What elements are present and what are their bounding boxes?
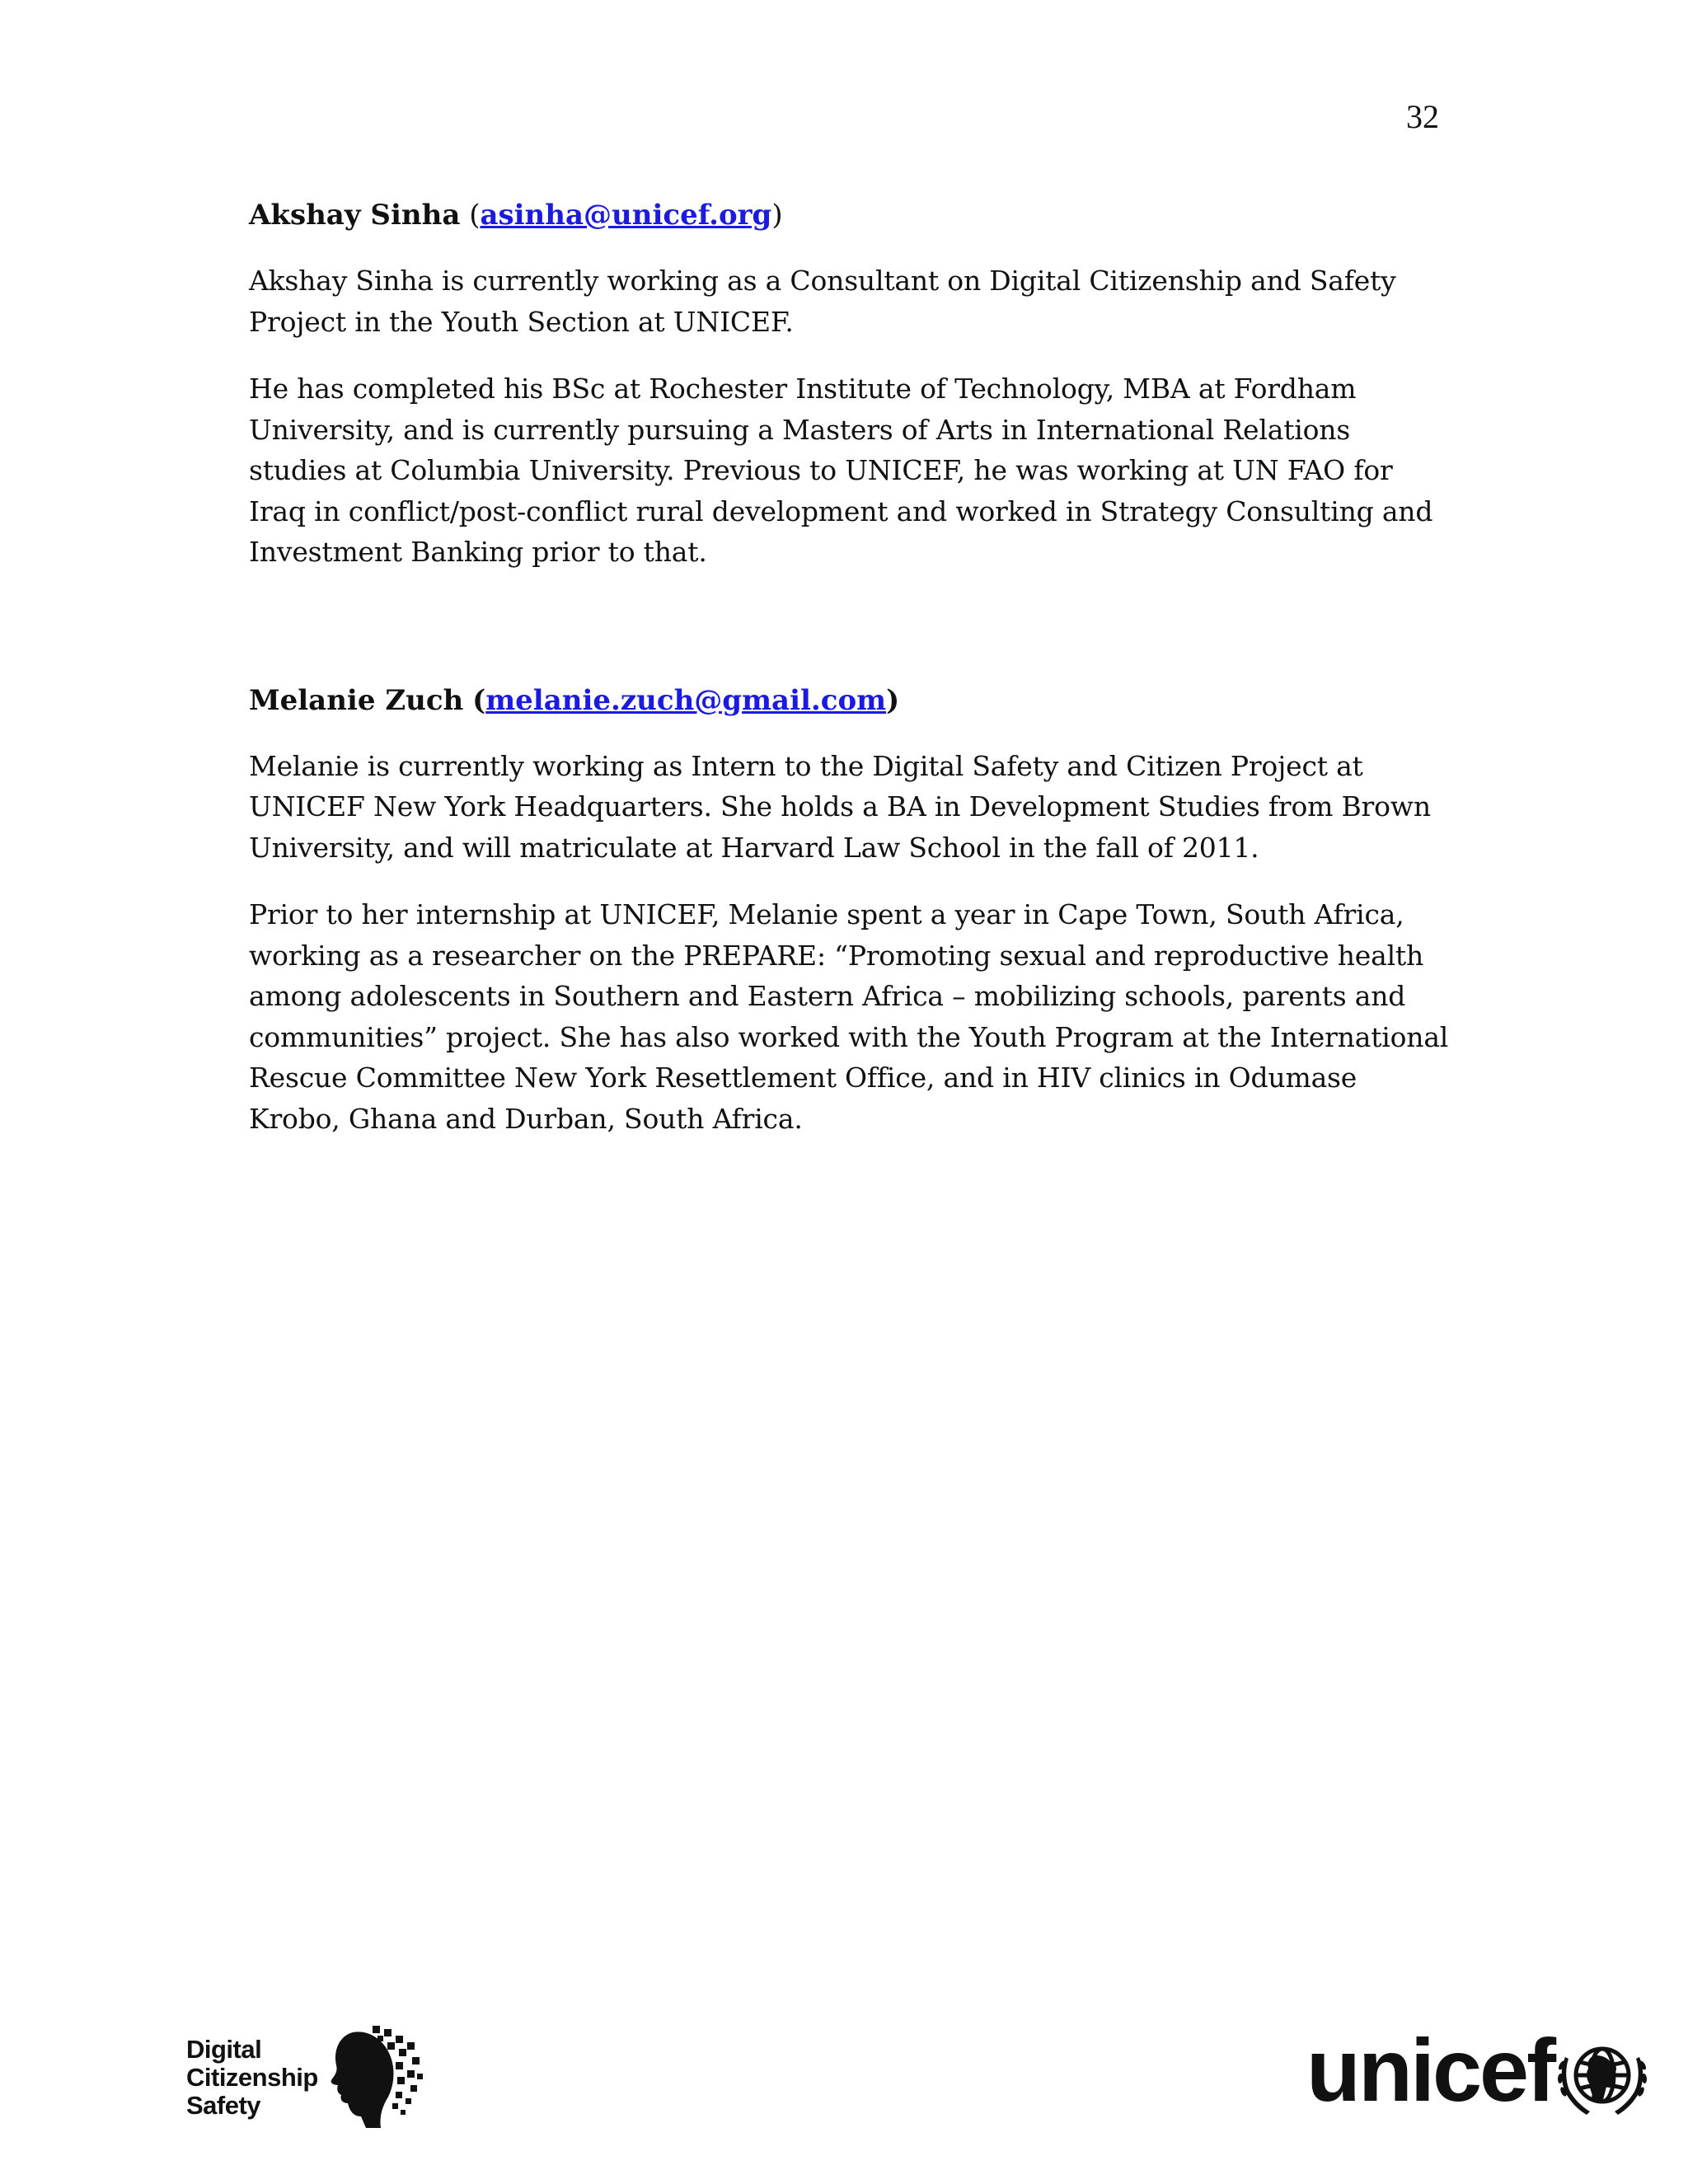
open-paren: ( bbox=[472, 683, 486, 717]
close-paren: ) bbox=[886, 683, 900, 717]
document-body bbox=[249, 194, 1452, 1165]
bio-akshay-sinha bbox=[249, 194, 1452, 573]
bio-paragraph: Melanie is currently working as Intern to the Digital Safety and Citizen Project at UNICEF New York Headquarters. She holds a BA in Development Studies from Brown University, and will matriculate at Harvard Law School in the fall of 2011. bbox=[249, 749, 1431, 864]
logo-line: Digital bbox=[186, 2035, 262, 2064]
bio-name: Melanie Zuch bbox=[249, 683, 464, 717]
unicef-wordmark: unicef bbox=[1306, 2020, 1554, 2120]
unicef-logo bbox=[1306, 2020, 1653, 2126]
logo-line: Safety bbox=[186, 2091, 261, 2120]
logo-line: Citizenship bbox=[186, 2063, 318, 2092]
section-spacer bbox=[249, 599, 1452, 680]
bio-paragraph: Prior to her internship at UNICEF, Melanie spent a year in Cape Town, South Africa, working as a researcher on the PREPARE: “Promoting sexual and reproductive health among adolescents in Southern and Eastern Africa – mobilizing schools, parents and communities” project. She has also worked with the Youth Program at the International Rescue Committee New York Resettlement Office, and in HIV clinics in Odumase Krobo, Ghana and Durban, South Africa. bbox=[249, 898, 1449, 1135]
close-paren: ) bbox=[771, 199, 783, 232]
open-paren: ( bbox=[469, 199, 481, 232]
email-link[interactable]: melanie.zuch@gmail.com bbox=[485, 683, 887, 717]
bio-paragraph: Akshay Sinha is currently working as a Consultant on Digital Citizenship and Safety Project in the Youth Section at UNICEF. bbox=[249, 265, 1396, 338]
logo-text bbox=[186, 2036, 318, 2120]
bio-heading bbox=[249, 680, 1452, 721]
email-link[interactable]: asinha@unicef.org bbox=[480, 199, 772, 232]
bio-paragraph: He has completed his BSc at Rochester Institute of Technology, MBA at Fordham University, and is currently pursuing a Masters of Arts in International Relations studies at Columbia University. Previous to UNICEF, he was working at UN FAO for Iraq in conflict/post-conflict rural development and worked in Strategy Consulting and Investment Banking prior to that. bbox=[249, 373, 1433, 568]
bio-heading bbox=[249, 194, 1452, 236]
bio-melanie-zuch bbox=[249, 680, 1452, 1140]
digital-citizenship-safety-logo bbox=[186, 2024, 425, 2131]
page-number: 32 bbox=[1406, 98, 1439, 135]
head-silhouette-pixel-icon bbox=[328, 2024, 425, 2131]
unicef-emblem-icon bbox=[1554, 2032, 1651, 2123]
bio-name: Akshay Sinha bbox=[249, 199, 461, 232]
